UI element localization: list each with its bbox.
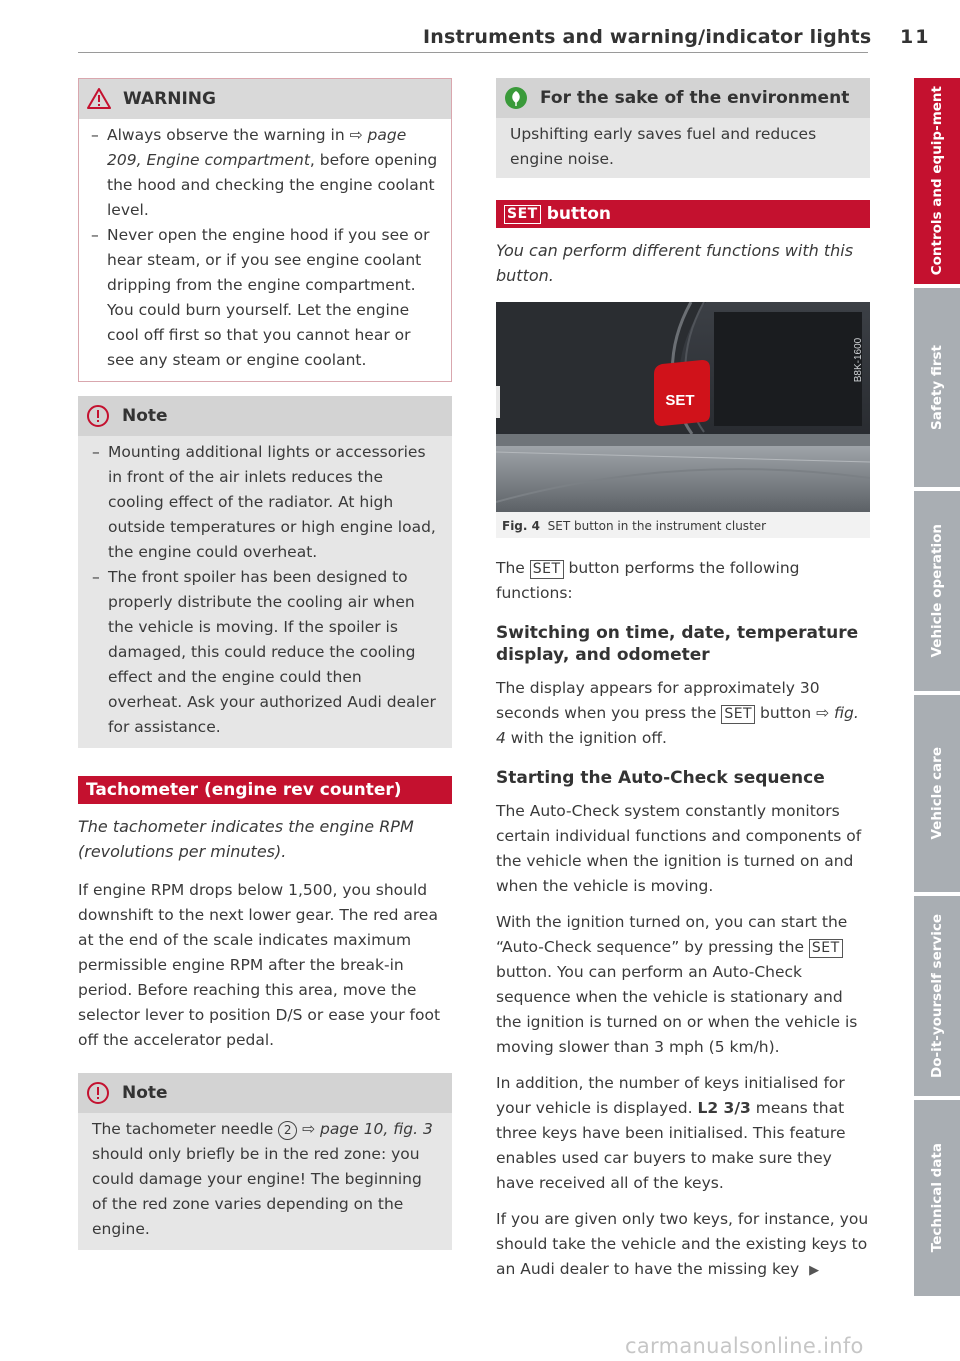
subheading-auto-check: Starting the Auto-Check sequence xyxy=(496,768,825,788)
set-paragraph-1 xyxy=(496,556,870,606)
text: The display appears for approximately 30 seconds when you press the xyxy=(496,679,820,722)
figure-4 xyxy=(496,302,870,538)
tab-vehicle-operation[interactable]: Vehicle operation xyxy=(914,491,960,691)
tachometer-heading xyxy=(78,776,452,804)
tab-safety-first[interactable]: Safety first xyxy=(914,288,960,487)
tab-do-it-yourself-service[interactable]: Do-it-yourself service xyxy=(914,896,960,1096)
text: with the ignition off. xyxy=(505,729,667,747)
callout-number: 2 xyxy=(278,1121,297,1140)
left-column xyxy=(78,78,452,1278)
warning-title: WARNING xyxy=(123,88,216,109)
text: In addition, the number of keys initialised for your vehicle is displayed. xyxy=(496,1074,845,1117)
warning-item: – Never open the engine hood if you see or hear steam, or if you see engine coolant dripping from the engine compartment. You could burn yourself. Let the engine cool off first so that you cannot hear or see any steam or engine coolant. xyxy=(91,223,439,373)
text: button performs the following functions: xyxy=(496,559,800,602)
warning-item-text: Always observe the warning in xyxy=(107,126,350,144)
figure-code: B8K-1600 xyxy=(853,337,864,383)
page-number: 11 xyxy=(900,26,931,48)
header-divider xyxy=(78,52,868,53)
set-keycap: SET xyxy=(530,560,564,579)
text: means that three keys have been initialised. This feature enables used car buyers to make sure they have received all of the keys. xyxy=(496,1099,846,1192)
page-header-title: Instruments and warning/indicator lights xyxy=(423,26,872,48)
note-title: Note xyxy=(122,1082,168,1103)
warning-triangle-icon xyxy=(87,87,111,111)
leaf-environment-icon xyxy=(504,86,528,110)
watermark: carmanualsonline.info xyxy=(625,1334,864,1358)
environment-box xyxy=(496,78,870,178)
note-item: – The front spoiler has been designed to properly distribute the cooling air when the vehicle is moving. If the spoiler is damaged, this could reduce the cooling effect and the engine could then overheat. Ask your authorized Audi dealer for assistance. xyxy=(92,565,438,740)
set-button-label: SET xyxy=(665,392,695,409)
note-item: – Mounting additional lights or accessories in front of the air inlets reduces the cooling effect of the radiator. At high outside temperatures or high engine load, the engine could overheat. xyxy=(92,440,438,565)
set-paragraph-4 xyxy=(496,910,870,1060)
set-paragraph-3: The Auto-Check system constantly monitors certain individual functions and components of the vehicle when the ignition is turned on and when the vehicle is moving. xyxy=(496,802,862,895)
warning-header xyxy=(79,79,451,119)
tab-controls-and-equipment[interactable]: Controls and equip-ment xyxy=(914,78,960,284)
subheading-time-date: Switching on time, date, temperature display, and odometer xyxy=(496,623,859,665)
right-column xyxy=(496,78,870,1294)
set-heading-text: button xyxy=(546,203,612,224)
set-button-heading xyxy=(496,200,870,228)
note-box xyxy=(78,396,452,748)
note-header xyxy=(78,396,452,436)
note-header xyxy=(78,1073,452,1113)
tachometer-heading-text: Tachometer (engine rev counter) xyxy=(86,779,402,800)
warning-item xyxy=(91,123,439,223)
figure-label: Fig. 4 xyxy=(502,519,540,533)
instrument-cluster-photo xyxy=(496,302,870,512)
set-intro: You can perform different functions with this button. xyxy=(496,241,854,285)
figure-caption xyxy=(496,512,870,538)
tachometer-note-box xyxy=(78,1073,452,1250)
warning-box xyxy=(78,78,452,382)
page-reference-link[interactable]: ⇨ page 10, fig. 3 xyxy=(297,1120,433,1138)
text: button xyxy=(755,704,817,722)
figure-reference-link[interactable]: ⇨ fig. 4 xyxy=(496,704,859,747)
note-exclamation-icon xyxy=(86,404,110,428)
keys-display-value: L2 3/3 xyxy=(697,1099,751,1117)
note-text: The tachometer needle xyxy=(92,1120,279,1138)
note-text-cont: should only briefly be in the red zone: you could damage your engine! The beginning of the red zone varies depending on the engine. xyxy=(92,1145,422,1238)
text: button. You can perform an Auto-Check sequence when the vehicle is stationary and the ignition is turned on or when the vehicle is moving slower than 3 mph (5 km/h). xyxy=(496,963,858,1056)
environment-title: For the sake of the environment xyxy=(540,87,850,108)
text: With the ignition turned on, you can start the “Auto-Check sequence” by pressing the xyxy=(496,913,848,956)
set-keycap: SET xyxy=(809,939,843,958)
set-paragraph-6 xyxy=(496,1207,870,1283)
text: The xyxy=(496,559,530,577)
figure-caption-text: SET button in the instrument cluster xyxy=(547,519,767,533)
note-exclamation-icon xyxy=(86,1081,110,1105)
tab-technical-data[interactable]: Technical data xyxy=(914,1100,960,1296)
tachometer-body: If engine RPM drops below 1,500, you should downshift to the next lower gear. The red area at the end of the scale indicates maximum permissible engine RPM after the break-in period. Before reaching this area, move the selector lever to position D/S or ease your foot off the accelerator pedal. xyxy=(78,881,441,1049)
tachometer-intro: The tachometer indicates the engine RPM (revolutions per minutes). xyxy=(78,817,414,861)
note-title: Note xyxy=(122,405,168,426)
set-paragraph-5 xyxy=(496,1071,870,1196)
continue-arrow-icon: ▶ xyxy=(809,1263,820,1278)
page-reference-link[interactable]: ⇨ page 209, Engine compartment xyxy=(107,126,407,169)
environment-text: Upshifting early saves fuel and reduces engine noise. xyxy=(510,125,817,168)
warning-item-text-cont: , before opening the hood and checking the engine coolant level. xyxy=(107,151,438,219)
set-keycap: SET xyxy=(504,205,541,224)
set-keycap: SET xyxy=(721,705,755,724)
text: If you are given only two keys, for instance, you should take the vehicle and the existing keys to an Audi dealer to have the missing key xyxy=(496,1210,869,1278)
tab-vehicle-care[interactable]: Vehicle care xyxy=(914,695,960,892)
set-paragraph-2 xyxy=(496,676,870,751)
environment-header xyxy=(496,78,870,118)
